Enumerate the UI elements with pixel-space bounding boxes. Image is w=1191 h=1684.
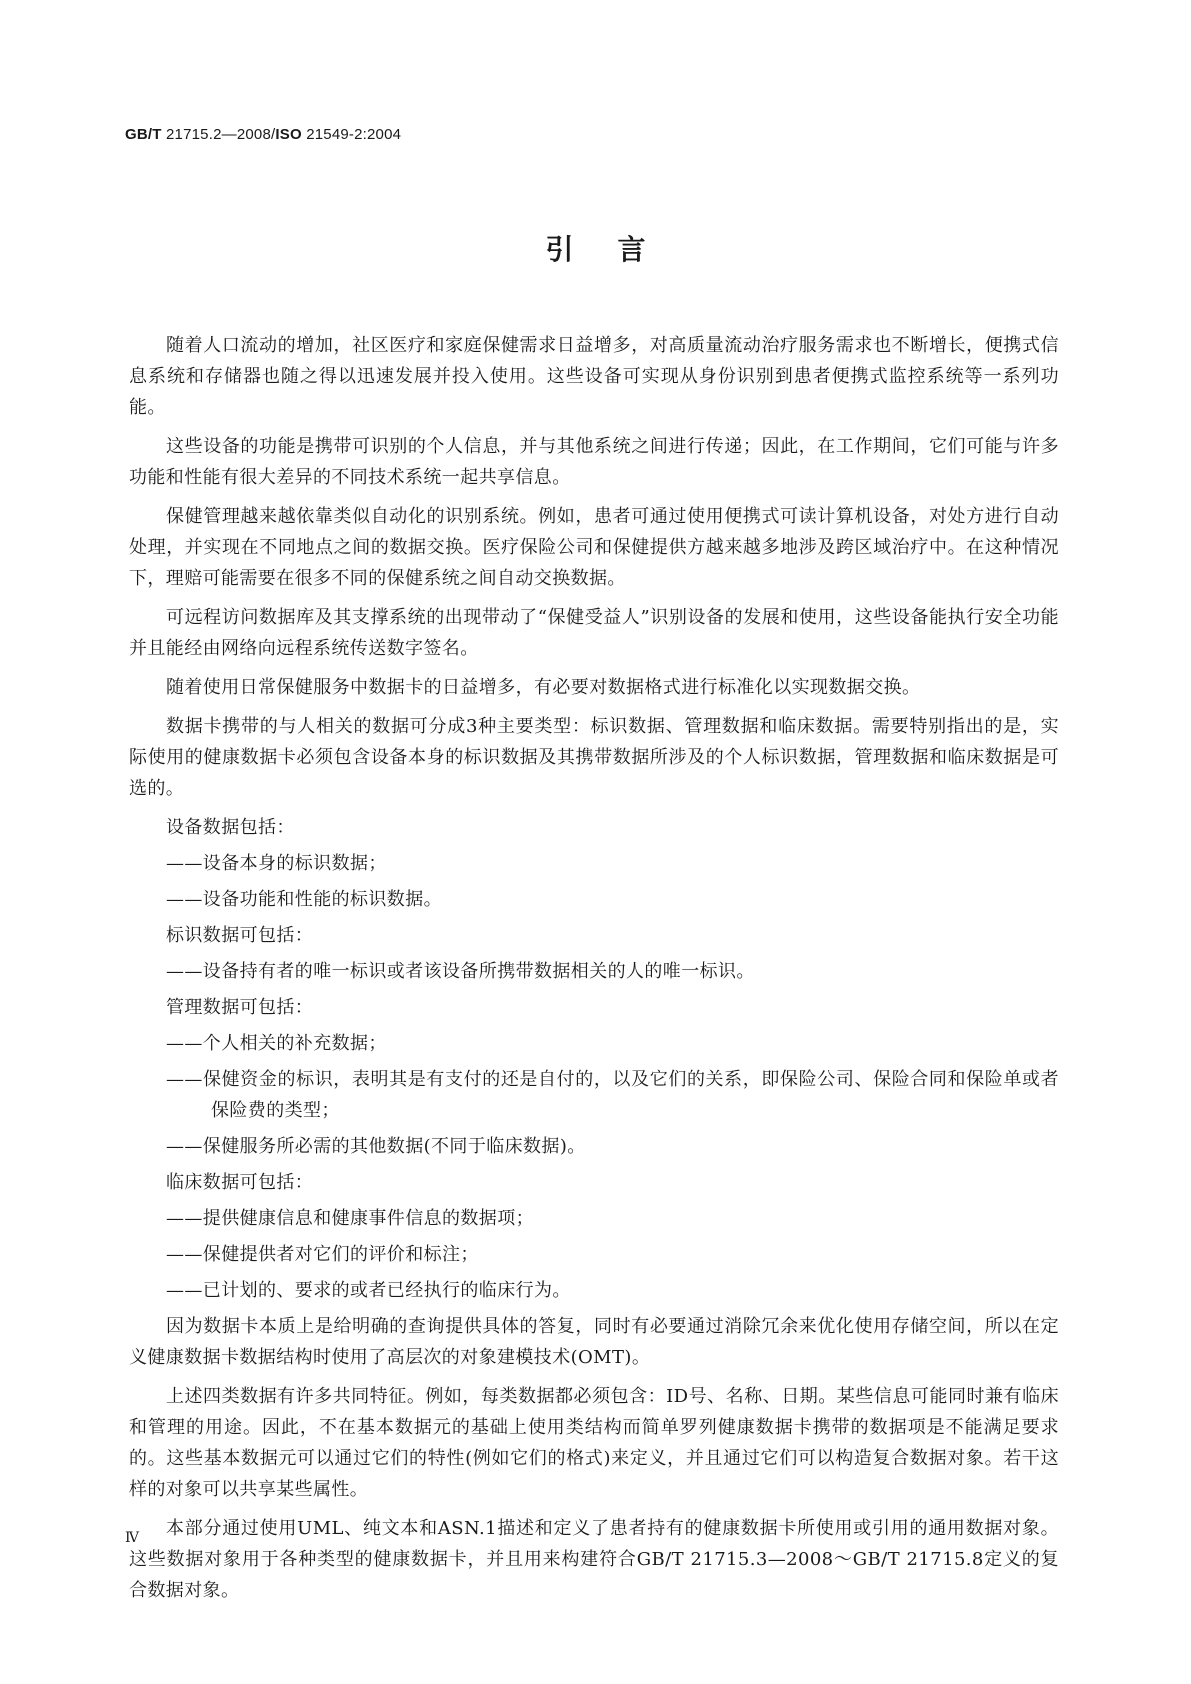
iso-number: 21549-2:2004 [301, 126, 402, 143]
paragraph: 上述四类数据有许多共同特征。例如，每类数据都必须包含：ID号、名称、日期。某些信息可能同时兼有临床和管理的用途。因此，不在基本数据元的基础上使用类结构而简单罗列健康数据卡携带的数据项是不能满足要求的。这些基本数据元可以通过它们的特性(例如它们的格式)来定义，并且通过它们可以构造复合数据对象。若干这样的对象可以共享某些属性。 [129, 1386, 1059, 1500]
list-item: ——保健资金的标识，表明其是有支付的还是自付的，以及它们的关系，即保险公司、保险合同和保险单或者保险费的类型； [166, 1069, 1059, 1121]
list-item: ——个人相关的补充数据； [166, 1033, 387, 1054]
paragraph: 随着人口流动的增加，社区医疗和家庭保健需求日益增多，对高质量流动治疗服务需求也不断增长，便携式信息系统和存储器也随之得以迅速发展并投入使用。这些设备可实现从身份识别到患者便携式监控系统等一系列功能。 [129, 335, 1059, 418]
page-title: 引言 [545, 233, 690, 266]
standard-prefix: GB/T [125, 126, 162, 143]
paragraph: 这些设备的功能是携带可识别的个人信息，并与其他系统之间进行传递；因此，在工作期间，它们可能与许多功能和性能有很大差异的不同技术系统一起共享信息。 [129, 436, 1059, 488]
iso-prefix: ISO [275, 126, 302, 143]
document-header [125, 126, 401, 143]
identification-data-heading: 标识数据可包括： [166, 925, 314, 946]
clinical-data-heading: 临床数据可包括： [166, 1172, 314, 1193]
list-item: ——已计划的、要求的或者已经执行的临床行为。 [166, 1280, 571, 1301]
paragraph: 随着使用日常保健服务中数据卡的日益增多，有必要对数据格式进行标准化以实现数据交换。 [166, 677, 921, 698]
page-number: Ⅳ [125, 1530, 139, 1546]
document-body [129, 330, 1059, 1614]
paragraph: 可远程访问数据库及其支撑系统的出现带动了“保健受益人”识别设备的发展和使用，这些设备能执行安全功能并且能经由网络向远程系统传送数字签名。 [129, 607, 1059, 659]
list-item: ——保健提供者对它们的评价和标注； [166, 1244, 479, 1265]
paragraph: 保健管理越来越依靠类似自动化的识别系统。例如，患者可通过使用便携式可读计算机设备，对处方进行自动处理，并实现在不同地点之间的数据交换。医疗保险公司和保健提供方越来越多地涉及跨区域治疗中。在这种情况下，理赔可能需要在很多不同的保健系统之间自动交换数据。 [129, 506, 1059, 589]
device-data-heading: 设备数据包括： [166, 817, 295, 838]
administrative-data-heading: 管理数据可包括： [166, 997, 314, 1018]
list-item: ——设备本身的标识数据； [166, 853, 387, 874]
standard-number: 21715.2—2008/ [161, 126, 276, 143]
list-item: ——设备持有者的唯一标识或者该设备所携带数据相关的人的唯一标识。 [166, 961, 755, 982]
list-item: ——保健服务所必需的其他数据(不同于临床数据)。 [166, 1136, 586, 1157]
paragraph: 本部分通过使用UML、纯文本和ASN.1描述和定义了患者持有的健康数据卡所使用或引用的通用数据对象。这些数据对象用于各种类型的健康数据卡，并且用来构建符合GB/T 21715.3—2008～GB/T 21715.8定义的复合数据对象。 [129, 1518, 1059, 1601]
paragraph: 数据卡携带的与人相关的数据可分成3种主要类型：标识数据、管理数据和临床数据。需要特别指出的是，实际使用的健康数据卡必须包含设备本身的标识数据及其携带数据所涉及的个人标识数据，管理数据和临床数据是可选的。 [129, 716, 1059, 799]
list-item: ——提供健康信息和健康事件信息的数据项； [166, 1208, 534, 1229]
list-item: ——设备功能和性能的标识数据。 [166, 889, 442, 910]
paragraph: 因为数据卡本质上是给明确的查询提供具体的答复，同时有必要通过消除冗余来优化使用存储空间，所以在定义健康数据卡数据结构时使用了高层次的对象建模技术(OMT)。 [129, 1316, 1059, 1368]
